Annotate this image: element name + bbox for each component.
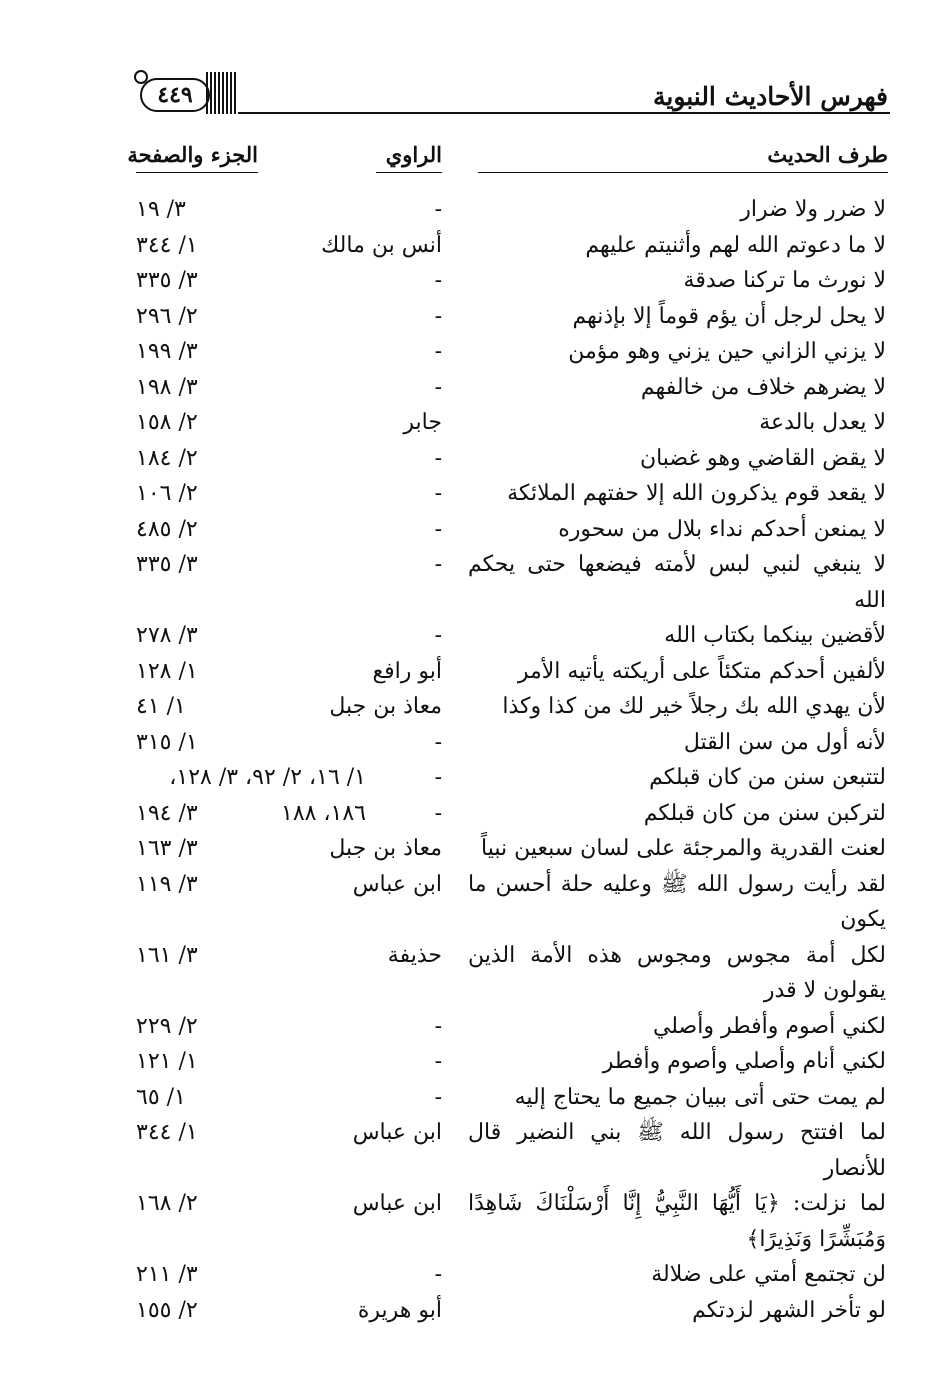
hadith-text: لم يمت حتى أتى ببيان جميع ما يحتاج إليه [514, 1084, 886, 1110]
narrator: معاذ بن جبل [329, 836, 442, 861]
narrator: جابر [403, 410, 442, 435]
volume-page-reference: ٣/ ٢١١ [136, 1262, 198, 1287]
volume-page-reference: ١/ ٣٤٤ [136, 1120, 198, 1145]
narrator: - [434, 339, 442, 364]
index-entry [0, 1293, 948, 1329]
hadith-text: لأقضين بينكما بكتاب الله [664, 623, 886, 648]
index-entry [0, 476, 948, 512]
volume-page-reference: ١/ ٤١ [136, 694, 186, 719]
index-entry [0, 1115, 948, 1186]
hadith-text: لكني أصوم وأفطر وأصلي [652, 1013, 886, 1039]
index-entry [0, 370, 948, 406]
hadith-index-list [0, 192, 948, 1328]
hadith-text: لما نزلت: ﴿يَا أَيُّهَا النَّبِيُّ إِنَّا أَرْسَلْنَاكَ شَاهِدًا وَمُبَشِّرًا وَنَذِيرًا﴾ [468, 1191, 886, 1252]
volume-page-reference: ١/ ٣١٥ [136, 729, 198, 755]
hadith-text: لكني أنام وأصلي وأصوم وأفطر [602, 1049, 886, 1074]
column-header-reference: الجزء والصفحة [127, 142, 258, 167]
narrator: - [434, 445, 442, 471]
index-entry [0, 405, 948, 441]
volume-page-reference: ٢/ ١٥٥ [136, 1297, 198, 1323]
narrator: - [434, 1262, 442, 1287]
hadith-text: لألفين أحدكم متكئاً على أريكته يأتيه الأمر [517, 658, 886, 684]
volume-page-reference: ١/ ٣٤٤ [136, 232, 198, 258]
index-entry [0, 1257, 948, 1293]
narrator: أبو هريرة [357, 1297, 442, 1323]
volume-page-reference: ٣/ ١١٩ [136, 871, 198, 897]
volume-page-reference: ٢/ ٤٨٥ [136, 516, 198, 542]
hadith-text: لو تأخر الشهر لزدتكم [692, 1297, 886, 1323]
hadith-text: لا يضرهم خلاف من خالفهم [640, 374, 886, 400]
narrator: - [434, 268, 442, 293]
index-entry [0, 618, 948, 654]
hadith-text: لعنت القدرية والمرجئة على لسان سبعين نبياً [481, 836, 886, 861]
hadith-text: لأنه أول من سن القتل [683, 729, 886, 755]
volume-page-reference: ١/ ١٦، ٢/ ٩٢، ٣/ ١٢٨، ١٨٦، ١٨٨ [169, 765, 366, 826]
index-entry [0, 725, 948, 761]
index-entry [0, 547, 948, 618]
column-rule-hadith [478, 172, 888, 173]
narrator: أنس بن مالك [321, 232, 442, 258]
volume-page-reference: ٣/ ١٩٤ [136, 800, 198, 826]
volume-page-reference: ١/ ٦٥ [136, 1084, 186, 1110]
narrator: ابن عباس [352, 871, 442, 897]
narrator: ابن عباس [352, 1120, 442, 1145]
hadith-text: لقد رأيت رسول الله ﷺ وعليه حلة أحسن ما يكون [468, 871, 886, 932]
volume-page-reference: ٢/ ٢٩٦ [136, 303, 198, 329]
narrator: ابن عباس [352, 1191, 442, 1216]
column-header-narrator: الراوي [385, 142, 442, 167]
volume-page-reference: ٣/ ٣٣٥ [136, 552, 198, 577]
index-entry [0, 831, 948, 867]
index-entry [0, 689, 948, 725]
index-entry [0, 334, 948, 370]
narrator: حذيفة [387, 942, 442, 968]
hadith-text: لا يحل لرجل أن يؤم قوماً إلا بإذنهم [572, 303, 886, 329]
index-entry [0, 1044, 948, 1080]
hadith-text: لأن يهدي الله بك رجلاً خير لك من كذا وكذا [502, 694, 886, 719]
volume-page-reference: ٢/ ١٦٨ [136, 1191, 198, 1216]
narrator: - [434, 623, 442, 648]
narrator: - [434, 481, 442, 506]
narrator: معاذ بن جبل [329, 694, 442, 719]
index-entry [0, 263, 948, 299]
index-entry [0, 299, 948, 335]
index-entry [0, 441, 948, 477]
index-entry [0, 1186, 948, 1257]
narrator: - [434, 516, 442, 542]
volume-page-reference: ٢/ ٢٢٩ [136, 1013, 198, 1039]
column-rule-narrator [376, 172, 442, 173]
index-entry [0, 796, 948, 832]
hadith-text: لتركبن سنن من كان قبلكم [643, 800, 886, 826]
narrator: - [434, 303, 442, 329]
hadith-text: لا ينبغي لنبي لبس لأمته فيضعها حتى يحكم الله [468, 552, 886, 613]
narrator: - [434, 1084, 442, 1110]
volume-page-reference: ٣/ ١٩٨ [136, 374, 198, 400]
narrator: أبو رافع [372, 658, 442, 684]
volume-page-reference: ٣/ ٣٣٥ [136, 268, 198, 293]
hadith-text: لما افتتح رسول الله ﷺ بني النضير قال للأنصار [468, 1120, 886, 1181]
badge-bars-ornament [206, 72, 238, 114]
running-title: فهرس الأحاديث النبوية [652, 82, 888, 111]
volume-page-reference: ٣/ ١٩٩ [136, 339, 198, 364]
narrator: - [434, 552, 442, 577]
hadith-text: لكل أمة مجوس ومجوس هذه الأمة الذين يقولون لا قدر [468, 942, 886, 1003]
page-number-badge [134, 70, 238, 116]
hadith-text: لا ما دعوتم الله لهم وأثنيتم عليهم [585, 232, 886, 258]
index-entry [0, 1009, 948, 1045]
page-number: ٤٤٩ [140, 78, 210, 112]
narrator: - [434, 197, 442, 222]
hadith-text: لا يمنعن أحدكم نداء بلال من سحوره [558, 516, 886, 542]
volume-page-reference: ٣/ ١٦١ [136, 942, 198, 968]
index-entry [0, 1080, 948, 1116]
narrator: - [434, 1049, 442, 1074]
volume-page-reference: ١/ ١٢١ [136, 1049, 198, 1074]
index-entry [0, 654, 948, 690]
volume-page-reference: ٢/ ١٠٦ [136, 481, 198, 506]
volume-page-reference: ٢/ ١٥٨ [136, 410, 198, 435]
volume-page-reference: ١/ ١٢٨ [136, 658, 198, 684]
volume-page-reference: ٣/ ١٦٣ [136, 836, 198, 861]
volume-page-reference: ٣/ ١٩ [136, 197, 186, 222]
hadith-text: لن تجتمع أمتي على ضلالة [651, 1262, 886, 1287]
volume-page-reference: ٢/ ١٨٤ [136, 445, 198, 471]
hadith-text: لا نورث ما تركنا صدقة [683, 268, 886, 293]
hadith-text: لتتبعن سنن من كان قبلكم [649, 765, 886, 790]
narrator: - [434, 1013, 442, 1039]
index-entry [0, 938, 948, 1009]
narrator: - [434, 765, 442, 790]
hadith-text: لا يقض القاضي وهو غضبان [639, 445, 886, 471]
hadith-text: لا يقعد قوم يذكرون الله إلا حفتهم الملائكة [507, 481, 886, 506]
volume-page-reference: ٣/ ٢٧٨ [136, 623, 198, 648]
hadith-text: لا يزني الزاني حين يزني وهو مؤمن [568, 339, 886, 364]
index-entry [0, 512, 948, 548]
narrator: - [434, 800, 442, 826]
narrator: - [434, 729, 442, 755]
index-entry [0, 228, 948, 264]
index-entry [0, 867, 948, 938]
column-header-hadith: طرف الحديث [767, 142, 888, 167]
narrator: - [434, 374, 442, 400]
index-entry [0, 192, 948, 228]
hadith-text: لا ضرر ولا ضرار [740, 197, 886, 222]
header-rule [238, 112, 890, 114]
column-rule-reference [136, 172, 258, 173]
hadith-text: لا يعدل بالدعة [759, 410, 886, 435]
